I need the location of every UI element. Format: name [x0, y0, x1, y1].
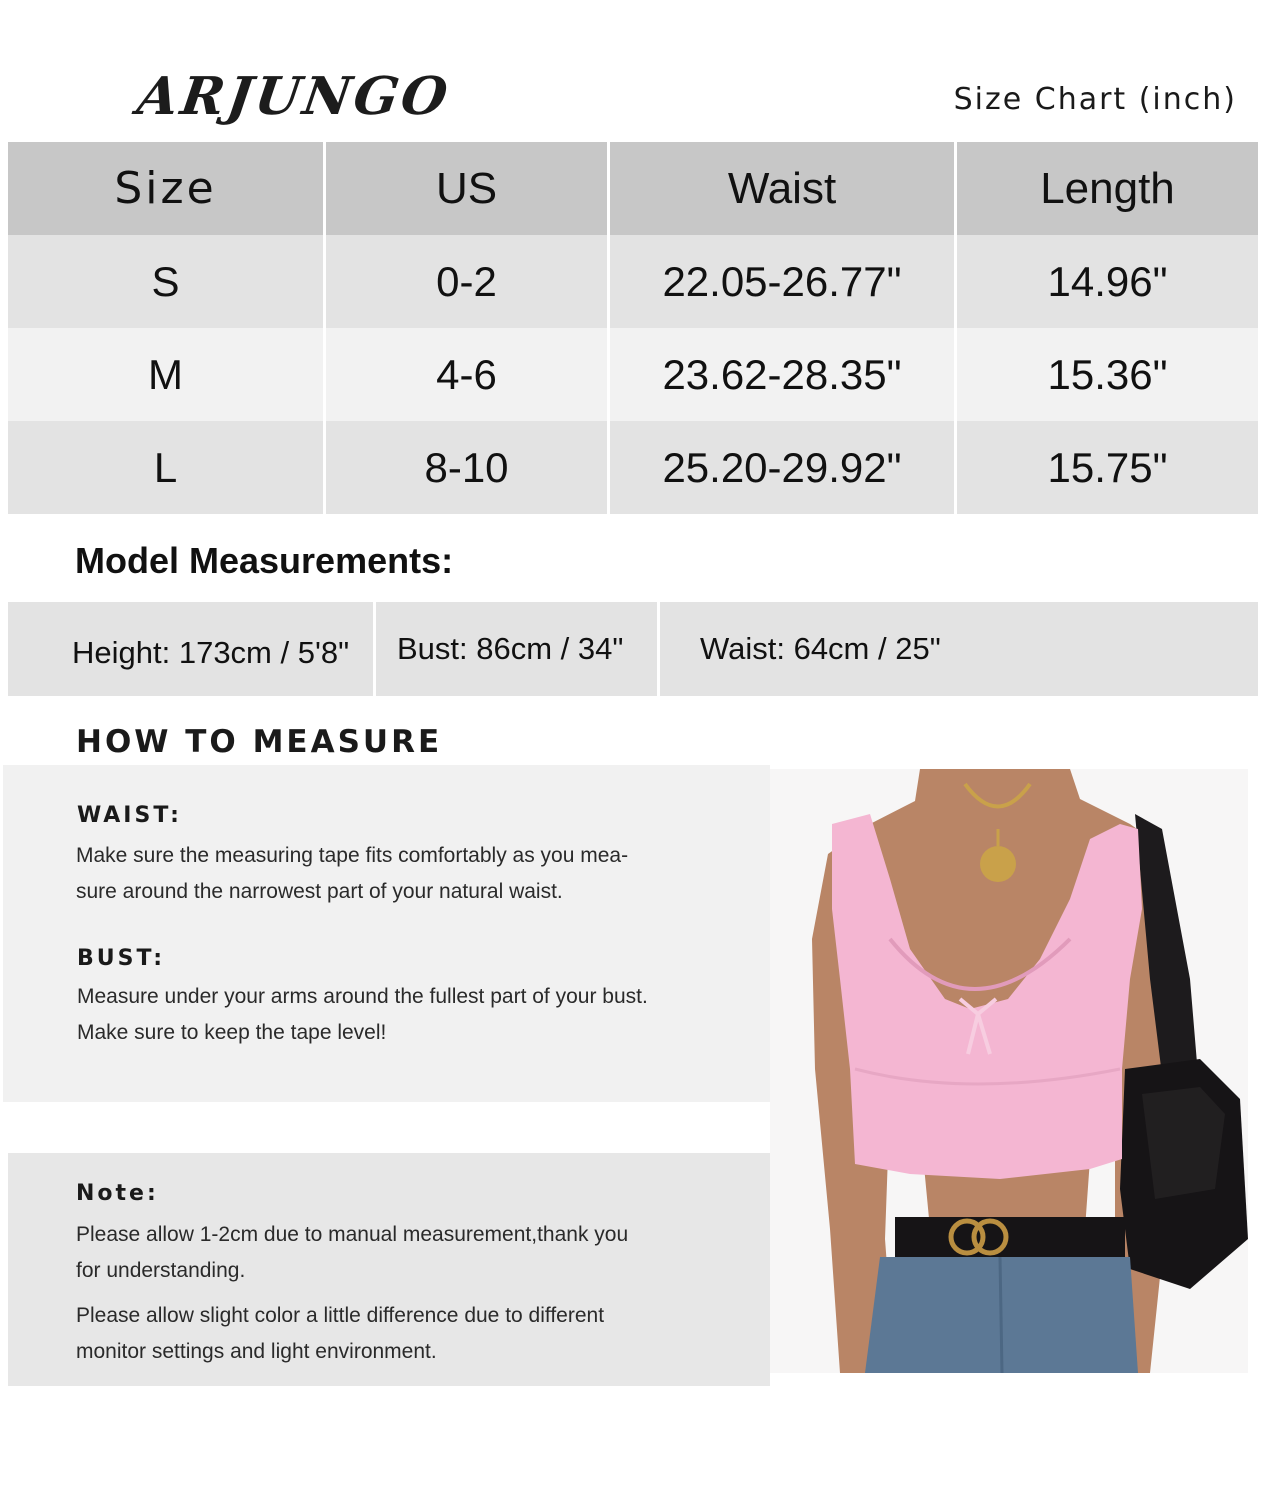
cell-length: 15.36" — [957, 328, 1258, 421]
cell-size: S — [8, 235, 326, 328]
header-waist: Waist — [610, 142, 957, 235]
cell-us: 0-2 — [326, 235, 610, 328]
how-to-measure-heading: HOW TO MEASURE — [76, 724, 443, 760]
header-length: Length — [957, 142, 1258, 235]
note-text-manual-measurement: Please allow 1-2cm due to manual measurement,thank you for understanding. — [76, 1223, 629, 1282]
brand-logo: ARJUNGO — [133, 66, 455, 127]
model-waist: Waist: 64cm / 25" — [660, 602, 1258, 696]
bust-instructions: Measure under your arms around the fullest part of your bust. Make sure to keep the tape level! — [77, 985, 648, 1044]
model-measurements-heading: Model Measurements: — [75, 540, 454, 581]
table-header-row — [8, 142, 1258, 235]
bust-title: BUST: — [77, 946, 166, 971]
table-row — [8, 235, 1258, 328]
note-title: Note: — [76, 1181, 159, 1206]
model-wearing-pink-crop-top-image — [770, 769, 1248, 1373]
model-height: Height: 173cm / 5'8" — [8, 602, 376, 696]
model-bust: Bust: 86cm / 34" — [376, 602, 660, 696]
cell-size: M — [8, 328, 326, 421]
cell-waist: 23.62-28.35" — [610, 328, 957, 421]
measure-instructions-panel — [3, 765, 770, 1102]
note-text-color-difference: Please allow slight color a little difference due to different monitor settings and light environment. — [76, 1304, 605, 1363]
cell-length: 14.96" — [957, 235, 1258, 328]
product-photo — [770, 769, 1248, 1373]
waist-instructions: Make sure the measuring tape fits comfortably as you mea- sure around the narrowest part of your natural waist. — [76, 844, 629, 903]
header-size: Size — [8, 142, 326, 235]
cell-length: 15.75" — [957, 421, 1258, 514]
cell-us: 4-6 — [326, 328, 610, 421]
waist-title: WAIST: — [77, 803, 182, 828]
cell-waist: 25.20-29.92" — [610, 421, 957, 514]
model-measurements-bar — [8, 602, 1258, 696]
size-chart-caption: Size Chart (inch) — [953, 82, 1237, 117]
cell-us: 8-10 — [326, 421, 610, 514]
cell-waist: 22.05-26.77" — [610, 235, 957, 328]
table-row — [8, 421, 1258, 514]
table-row — [8, 328, 1258, 421]
cell-size: L — [8, 421, 326, 514]
size-table — [8, 142, 1258, 514]
header-us: US — [326, 142, 610, 235]
note-panel — [8, 1153, 770, 1386]
